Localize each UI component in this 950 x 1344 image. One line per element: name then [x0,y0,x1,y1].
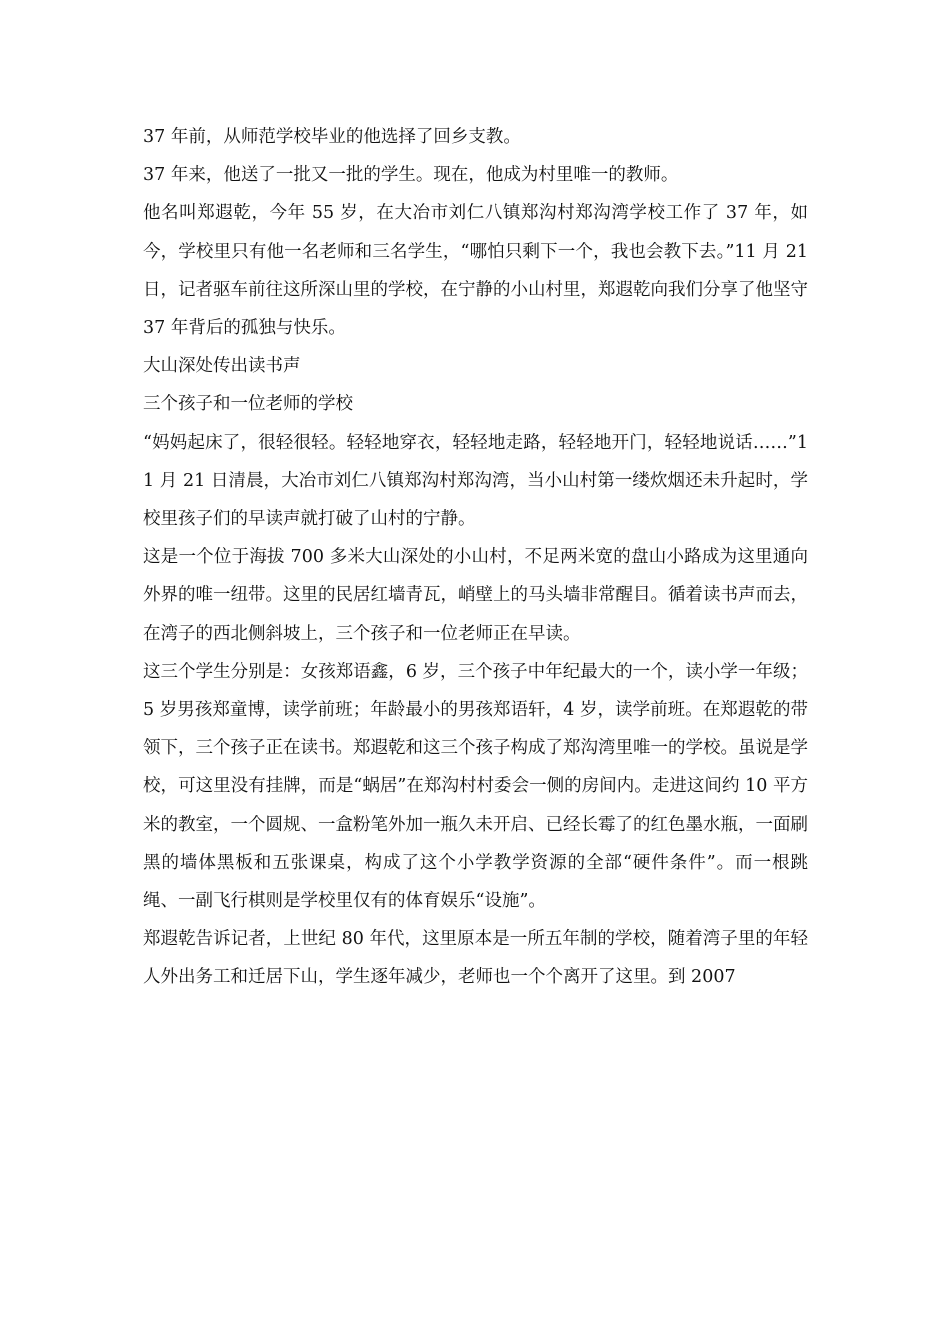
paragraph-intro-1: 37 年前，从师范学校毕业的他选择了回乡支教。 [143,127,521,147]
paragraph-village: 这是一个位于海拔 700 多米大山深处的小山村，不足两米宽的盘山小路成为这里通向外界的唯一纽带。这里的民居红墙青瓦，峭壁上的马头墙非常醒目。循着读书声而去，在湾子的西北侧斜坡上，三个孩子和一位老师正在早读。 [143,547,808,644]
paragraph-intro-2: 37 年来，他送了一批又一批的学生。现在，他成为村里唯一的教师。 [143,165,679,186]
paragraph-students: 这三个学生分别是：女孩郑语鑫，6 岁，三个孩子中年纪最大的一个，读小学一年级；5 岁男孩郑童博，读学前班；年龄最小的男孩郑语轩，4 岁，读学前班。在郑遐乾的带领下，三个孩子正在读书。郑遐乾和这三个孩子构成了郑沟湾里唯一的学校。虽说是学校，可这里没有挂牌，而是“蜗居”在郑沟村村委会一侧的房间内。走进这间约 10 平方米的教室，一个圆规、一盒粉笔外加一瓶久未开启、已经长霉了的红色墨水瓶，一面刷黑的墙体黑板和五张课桌，构成了这个小学教学资源的全部“硬件条件”。而一根跳绳、一副飞行棋则是学校里仅有的体育娱乐“设施”。 [143,661,808,912]
paragraph-teacher-profile: 他名叫郑遐乾，今年 55 岁，在大冶市刘仁八镇郑沟村郑沟湾学校工作了 37 年，如今，学校里只有他一名老师和三名学生，“哪怕只剩下一个，我也会教下去。”11 月 21 日，记者驱车前往这所深山里的学校，在宁静的小山村里，郑遐乾向我们分享了他坚守 37 年背后的孤独与快乐。 [143,203,808,339]
section-subheading: 三个孩子和一位老师的学校 [143,394,353,415]
paragraph-history: 郑遐乾告诉记者，上世纪 80 年代，这里原本是一所五年制的学校，随着湾子里的年轻人外出务工和迁居下山，学生逐年减少，老师也一个个离开了这里。到 2007 [143,929,808,988]
paragraph-morning-reading: “妈妈起床了，很轻很轻。轻轻地穿衣，轻轻地走路，轻轻地开门，轻轻地说话……”11 月 21 日清晨，大冶市刘仁八镇郑沟村郑沟湾，当小山村第一缕炊烟还未升起时，学校里孩子们的早读声就打破了山村的宁静。 [143,432,808,530]
article-body [143,118,808,997]
section-heading: 大山深处传出读书声 [143,356,301,377]
